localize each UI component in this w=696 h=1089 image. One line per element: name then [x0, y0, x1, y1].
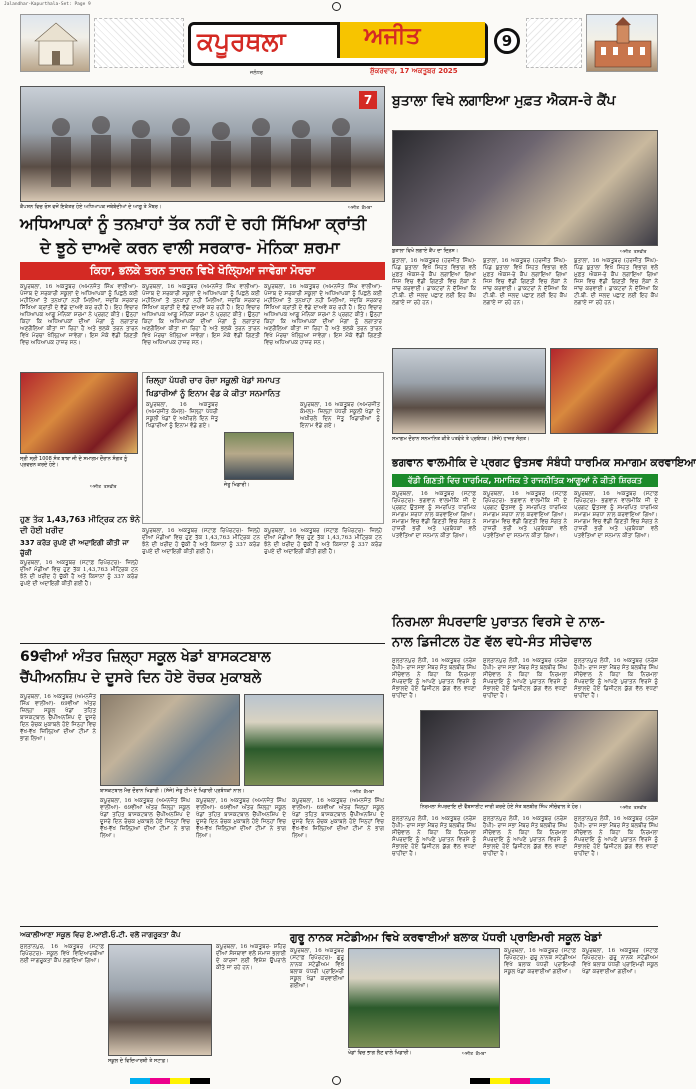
paddy-headline-1: ਹੁਣ ਤੱਕ 1,43,763 ਮੀਟ੍ਰਿਕ ਟਨ ਝੋਨੇ ਦੀ ਹੋਈ ਖ਼ਰੀਦ: [20, 515, 141, 535]
people-silhouettes: [21, 87, 386, 203]
saint-credit: ਅਜੀਤ ਤਸਵੀਰ: [90, 485, 117, 490]
valmiki-photo-right: [550, 348, 658, 434]
xray-body-col3: ਬੁਤਾਲਾ, 16 ਅਕਤੂਬਰ (ਹਰਜੀਤ ਸਿੰਘ)- ਪਿੰਡ ਬੁਤਾਲਾ ਵਿਖੇ ਸਿਹਤ ਵਿਭਾਗ ਵਲੋਂ ਮੁਫ਼ਤ ਐਕਸ-ਰੇ ਕੈਂਪ ਲਗਾਇਆ ਗਿਆ ਜਿਸ ਵਿਚ ਵੱਡੀ ਗਿਣਤੀ ਵਿਚ ਲੋਕਾਂ ਨੇ ਜਾਂਚ ਕਰਵਾਈ। ਡਾਕਟਰਾਂ ਨੇ ਦੱਸਿਆ ਕਿ ਟੀ.ਬੀ. ਦੀ ਜਲਦ ਪਛਾਣ ਲਈ ਇਹ ਕੈਂਪ ਲਗਾਏ ਜਾ ਰਹੇ ਹਨ।: [574, 258, 658, 306]
bottom-left-caption: ਸਕੂਲ ਦੇ ਵਿਦਿਆਰਥੀ ਤੇ ਸਟਾਫ਼।: [108, 1058, 169, 1064]
valmiki-body-col1: ਕਪੂਰਥਲਾ, 16 ਅਕਤੂਬਰ (ਸਟਾਫ਼ ਰਿਪੋਰਟਰ)- ਭਗਵਾਨ ਵਾਲਮੀਕਿ ਜੀ ਦੇ ਪ੍ਰਗਟ ਉਤਸਵ ਨੂੰ ਸਮਰਪਿਤ ਧਾਰਮਿਕ ਸਮਾਗਮ ਸ਼ਰਧਾ ਨਾਲ ਕਰਵਾਇਆ ਗਿਆ। ਸਮਾਗਮ ਵਿਚ ਵੱਡੀ ਗਿਣਤੀ ਵਿਚ ਸੰਗਤ ਨੇ ਹਾਜ਼ਰੀ ਭਰੀ ਅਤੇ ਪ੍ਰਬੰਧਕਾਂ ਵਲੋਂ ਪਤਵੰਤਿਆਂ ਦਾ ਸਨਮਾਨ ਕੀਤਾ ਗਿਆ।: [392, 491, 476, 539]
masthead-right-photo: [586, 14, 658, 72]
guru-nanak-body-col3: ਕਪੂਰਥਲਾ, 16 ਅਕਤੂਬਰ (ਸਟਾਫ਼ ਰਿਪੋਰਟਰ)- ਗੁਰੂ ਨਾਨਕ ਸਟੇਡੀਅਮ ਵਿਖੇ ਬਲਾਕ ਪੱਧਰੀ ਪ੍ਰਾਇਮਰੀ ਸਕੂਲ ਖੇਡਾਂ ਕਰਵਾਈਆਂ ਗਈਆਂ।: [582, 948, 658, 975]
nirmala-credit: ਅਜੀਤ ਤਸਵੀਰ: [620, 806, 647, 811]
masthead-sub: ਜਲੰਧਰ: [250, 70, 263, 76]
teachers-group-photo: [20, 86, 385, 202]
xray-photo: [392, 130, 658, 246]
basketball-body-col3: ਕਪੂਰਥਲਾ, 16 ਅਕਤੂਬਰ (ਅਮਨਜੋਤ ਸਿੰਘ ਵਾਲੀਆ)- 69ਵੀਆਂ ਅੰਤਰ ਜ਼ਿਲ੍ਹਾ ਸਕੂਲ ਖੇਡਾਂ ਤਹਿਤ ਬਾਸਕਟਬਾਲ ਚੈਂਪੀਅਨਸ਼ਿਪ ਦੇ ਦੂਸਰੇ ਦਿਨ ਰੋਚਕ ਮੁਕਾਬਲੇ ਹੋਏ ਜਿਨ੍ਹਾਂ ਵਿਚ ਵੱਖ-ਵੱਖ ਜ਼ਿਲ੍ਹਿਆਂ ਦੀਆਂ ਟੀਮਾਂ ਨੇ ਭਾਗ ਲਿਆ।: [196, 798, 286, 839]
middle-box-photo: [224, 432, 294, 480]
valmiki-subhead: ਵੱਡੀ ਗਿਣਤੀ ਵਿਚ ਧਾਰਮਿਕ, ਸਮਾਜਿਕ ਤੇ ਰਾਜਨੀਤਿਕ ਆਗੂਆਂ ਨੇ ਕੀਤੀ ਸ਼ਿਰਕਤ: [392, 474, 658, 487]
teachers-body-col2: ਕਪੂਰਥਲਾ, 16 ਅਕਤੂਬਰ (ਅਮਨਜੋਤ ਸਿੰਘ ਵਾਲੀਆ)- ਪੰਜਾਬ ਦੇ ਸਰਕਾਰੀ ਸਕੂਲਾਂ ਦੇ ਅਧਿਆਪਕਾਂ ਨੂੰ ਪਿਛਲੇ ਕਈ ਮਹੀਨਿਆਂ ਤੋਂ ਤਨਖ਼ਾਹਾਂ ਨਹੀਂ ਮਿਲੀਆਂ, ਜਦਕਿ ਸਰਕਾਰ ਸਿੱਖਿਆ ਕ੍ਰਾਂਤੀ ਦੇ ਵੱਡੇ ਦਾਅਵੇ ਕਰ ਰਹੀ ਹੈ। ਇਹ ਵਿਚਾਰ ਅਧਿਆਪਕ ਆਗੂ ਮੋਨਿਕਾ ਸ਼ਰਮਾ ਨੇ ਪ੍ਰਗਟ ਕੀਤੇ। ਉਨ੍ਹਾਂ ਕਿਹਾ ਕਿ ਅਧਿਆਪਕਾਂ ਦੀਆਂ ਮੰਗਾਂ ਨੂੰ ਲਗਾਤਾਰ ਅਣਗੌਲਿਆ ਕੀਤਾ ਜਾ ਰਿਹਾ ਹੈ ਅਤੇ ਭਲਕੇ ਤਰਨ ਤਾਰਨ ਵਿਖੇ ਮੋਰਚਾ ਖੋਲ੍ਹਿਆ ਜਾਵੇਗਾ। ਇਸ ਮੌਕੇ ਵੱਡੀ ਗਿਣਤੀ ਵਿਚ ਅਧਿਆਪਕ ਹਾਜ਼ਰ ਸਨ।: [142, 284, 260, 346]
masthead-date: ਸ਼ੁੱਕਰਵਾਰ, 17 ਅਕਤੂਬਰ 2025: [370, 67, 458, 75]
middle-box-body-col2: ਕਪੂਰਥਲਾ, 16 ਅਕਤੂਬਰ (ਅਮਰਜੀਤ ਕੋਮਲ)- ਜ਼ਿਲ੍ਹਾ ਪੱਧਰੀ ਸਕੂਲੀ ਖੇਡਾਂ ਦੇ ਅਖ਼ੀਰਲੇ ਦਿਨ ਜੇਤੂ ਖਿਡਾਰੀਆਂ ਨੂੰ ਇਨਾਮ ਵੰਡੇ ਗਏ।: [300, 402, 380, 429]
xray-body-col2: ਬੁਤਾਲਾ, 16 ਅਕਤੂਬਰ (ਹਰਜੀਤ ਸਿੰਘ)- ਪਿੰਡ ਬੁਤਾਲਾ ਵਿਖੇ ਸਿਹਤ ਵਿਭਾਗ ਵਲੋਂ ਮੁਫ਼ਤ ਐਕਸ-ਰੇ ਕੈਂਪ ਲਗਾਇਆ ਗਿਆ ਜਿਸ ਵਿਚ ਵੱਡੀ ਗਿਣਤੀ ਵਿਚ ਲੋਕਾਂ ਨੇ ਜਾਂਚ ਕਰਵਾਈ। ਡਾਕਟਰਾਂ ਨੇ ਦੱਸਿਆ ਕਿ ਟੀ.ਬੀ. ਦੀ ਜਲਦ ਪਛਾਣ ਲਈ ਇਹ ਕੈਂਪ ਲਗਾਏ ਜਾ ਰਹੇ ਹਨ।: [483, 258, 567, 306]
paddy-body: ਕਪੂਰਥਲਾ, 16 ਅਕਤੂਬਰ (ਸਟਾਫ਼ ਰਿਪੋਰਟਰ)- ਜ਼ਿਲ੍ਹੇ ਦੀਆਂ ਮੰਡੀਆਂ ਵਿਚ ਹੁਣ ਤੱਕ 1,43,763 ਮੀਟ੍ਰਿਕ ਟਨ ਝੋਨੇ ਦੀ ਖ਼ਰੀਦ ਹੋ ਚੁੱਕੀ ਹੈ ਅਤੇ ਕਿਸਾਨਾਂ ਨੂੰ 337 ਕਰੋੜ ਰੁਪਏ ਦੀ ਅਦਾਇਗੀ ਕੀਤੀ ਗਈ ਹੈ।: [20, 560, 138, 587]
registration-mark-top: [332, 2, 341, 11]
color-bar-bottom: [130, 1078, 210, 1084]
photo-badge: 7: [359, 91, 377, 109]
basketball-body-col1: ਕਪੂਰਥਲਾ, 16 ਅਕਤੂਬਰ (ਅਮਨਜੋਤ ਸਿੰਘ ਵਾਲੀਆ)- 69ਵੀਆਂ ਅੰਤਰ ਜ਼ਿਲ੍ਹਾ ਸਕੂਲ ਖੇਡਾਂ ਤਹਿਤ ਬਾਸਕਟਬਾਲ ਚੈਂਪੀਅਨਸ਼ਿਪ ਦੇ ਦੂਸਰੇ ਦਿਨ ਰੋਚਕ ਮੁਕਾਬਲੇ ਹੋਏ ਜਿਨ੍ਹਾਂ ਵਿਚ ਵੱਖ-ਵੱਖ ਜ਼ਿਲ੍ਹਿਆਂ ਦੀਆਂ ਟੀਮਾਂ ਨੇ ਭਾਗ ਲਿਆ।: [20, 694, 96, 742]
nirmala-headline-2: ਨਾਲ ਡਿਜੀਟਲ ਹੋਣ ਵੱਲ ਵਧੇ-ਸੰਤ ਸੀਚੇਵਾਲ: [392, 635, 592, 650]
divider-lower: [20, 926, 658, 927]
middle-box-headline-1: ਜ਼ਿਲ੍ਹਾ ਪੱਧਰੀ ਚਾਰ ਰੋਜ਼ਾ ਸਕੂਲੀ ਖੇਡਾਂ ਸਮਾਪਤ: [146, 376, 281, 385]
teachers-subhead: ਕਿਹਾ, ਭਲਕੇ ਤਰਨ ਤਾਰਨ ਵਿਖੇ ਖੋਲ੍ਹਿਆ ਜਾਵੇਗਾ ਮੋਰਚਾ: [20, 262, 385, 280]
xray-body-col1: ਬੁਤਾਲਾ, 16 ਅਕਤੂਬਰ (ਹਰਜੀਤ ਸਿੰਘ)- ਪਿੰਡ ਬੁਤਾਲਾ ਵਿਖੇ ਸਿਹਤ ਵਿਭਾਗ ਵਲੋਂ ਮੁਫ਼ਤ ਐਕਸ-ਰੇ ਕੈਂਪ ਲਗਾਇਆ ਗਿਆ ਜਿਸ ਵਿਚ ਵੱਡੀ ਗਿਣਤੀ ਵਿਚ ਲੋਕਾਂ ਨੇ ਜਾਂਚ ਕਰਵਾਈ। ਡਾਕਟਰਾਂ ਨੇ ਦੱਸਿਆ ਕਿ ਟੀ.ਬੀ. ਦੀ ਜਲਦ ਪਛਾਣ ਲਈ ਇਹ ਕੈਂਪ ਲਗਾਏ ਜਾ ਰਹੇ ਹਨ।: [392, 258, 476, 306]
guru-nanak-photo: [348, 948, 500, 1048]
color-bar-bottom-right: [470, 1078, 550, 1084]
valmiki-caption: ਸਮਾਗਮ ਦੌਰਾਨ ਸਨਮਾਨਿਤ ਕੀਤੇ ਪਤਵੰਤੇ ਤੇ ਪ੍ਰਬੰਧਕ। (ਸੱਜੇ) ਹਾਜ਼ਰ ਸੰਗਤ।: [392, 436, 530, 442]
paddy-headline-2: 337 ਕਰੋੜ ਰੁਪਏ ਦੀ ਅਦਾਇਗੀ ਕੀਤੀ ਜਾ ਚੁੱਕੀ: [20, 539, 129, 557]
basketball-body-col2: ਕਪੂਰਥਲਾ, 16 ਅਕਤੂਬਰ (ਅਮਨਜੋਤ ਸਿੰਘ ਵਾਲੀਆ)- 69ਵੀਆਂ ਅੰਤਰ ਜ਼ਿਲ੍ਹਾ ਸਕੂਲ ਖੇਡਾਂ ਤਹਿਤ ਬਾਸਕਟਬਾਲ ਚੈਂਪੀਅਨਸ਼ਿਪ ਦੇ ਦੂਸਰੇ ਦਿਨ ਰੋਚਕ ਮੁਕਾਬਲੇ ਹੋਏ ਜਿਨ੍ਹਾਂ ਵਿਚ ਵੱਖ-ਵੱਖ ਜ਼ਿਲ੍ਹਿਆਂ ਦੀਆਂ ਟੀਮਾਂ ਨੇ ਭਾਗ ਲਿਆ।: [100, 798, 190, 839]
basketball-photo-1: [100, 694, 240, 786]
teachers-headline-2: ਦੇ ਝੂਠੇ ਦਾਅਵੇ ਕਰਨ ਵਾਲੀ ਸਰਕਾਰ- ਮੋਨਿਕਾ ਸ਼ਰਮਾ: [40, 238, 340, 257]
teachers-body-col1: ਕਪੂਰਥਲਾ, 16 ਅਕਤੂਬਰ (ਅਮਨਜੋਤ ਸਿੰਘ ਵਾਲੀਆ)- ਪੰਜਾਬ ਦੇ ਸਰਕਾਰੀ ਸਕੂਲਾਂ ਦੇ ਅਧਿਆਪਕਾਂ ਨੂੰ ਪਿਛਲੇ ਕਈ ਮਹੀਨਿਆਂ ਤੋਂ ਤਨਖ਼ਾਹਾਂ ਨਹੀਂ ਮਿਲੀਆਂ, ਜਦਕਿ ਸਰਕਾਰ ਸਿੱਖਿਆ ਕ੍ਰਾਂਤੀ ਦੇ ਵੱਡੇ ਦਾਅਵੇ ਕਰ ਰਹੀ ਹੈ। ਇਹ ਵਿਚਾਰ ਅਧਿਆਪਕ ਆਗੂ ਮੋਨਿਕਾ ਸ਼ਰਮਾ ਨੇ ਪ੍ਰਗਟ ਕੀਤੇ। ਉਨ੍ਹਾਂ ਕਿਹਾ ਕਿ ਅਧਿਆਪਕਾਂ ਦੀਆਂ ਮੰਗਾਂ ਨੂੰ ਲਗਾਤਾਰ ਅਣਗੌਲਿਆ ਕੀਤਾ ਜਾ ਰਿਹਾ ਹੈ ਅਤੇ ਭਲਕੇ ਤਰਨ ਤਾਰਨ ਵਿਖੇ ਮੋਰਚਾ ਖੋਲ੍ਹਿਆ ਜਾਵੇਗਾ। ਇਸ ਮੌਕੇ ਵੱਡੀ ਗਿਣਤੀ ਵਿਚ ਅਧਿਆਪਕ ਹਾਜ਼ਰ ਸਨ।: [20, 284, 138, 346]
nirmala-body-col3: ਸੁਲਤਾਨਪੁਰ ਲੋਧੀ, 16 ਅਕਤੂਬਰ (ਨਰੇਸ਼ ਹੈਪੀ)- ਰਾਜ ਸਭਾ ਮੈਂਬਰ ਸੰਤ ਬਲਬੀਰ ਸਿੰਘ ਸੀਚੇਵਾਲ ਨੇ ਕਿਹਾ ਕਿ ਨਿਰਮਲਾ ਸੰਪਰਦਾਇ ਨੂੰ ਆਪਣੇ ਪੁਰਾਤਨ ਵਿਰਸੇ ਨੂੰ ਸੰਭਾਲਦੇ ਹੋਏ ਡਿਜੀਟਲ ਯੁੱਗ ਵੱਲ ਵਧਣਾ ਚਾਹੀਦਾ ਹੈ।: [574, 658, 658, 699]
teachers-headline-1: ਅਧਿਆਪਕਾਂ ਨੂੰ ਤਨਖ਼ਾਹਾਂ ਤੱਕ ਨਹੀਂ ਦੇ ਰਹੀ ਸਿੱਖਿਆ ਕ੍ਰਾਂਤੀ: [20, 214, 367, 233]
masthead-pattern-right: [526, 18, 582, 68]
bottom-left-headline: ਅਕਾਲੀਆਣਾ ਸਕੂਲ ਵਿਚ ਏ.ਆਈ.ਓ.ਟੀ. ਵਲੋਂ ਜਾਗਰੂਕਤਾ ਕੈਂਪ: [20, 931, 181, 939]
print-slug: Jalandhar-Kapurthala-Set: Page 9: [4, 2, 91, 7]
middle-box-caption: ਜੇਤੂ ਖਿਡਾਰੀ।: [224, 482, 250, 488]
paddy-body-col2: ਕਪੂਰਥਲਾ, 16 ਅਕਤੂਬਰ (ਸਟਾਫ਼ ਰਿਪੋਰਟਰ)- ਜ਼ਿਲ੍ਹੇ ਦੀਆਂ ਮੰਡੀਆਂ ਵਿਚ ਹੁਣ ਤੱਕ 1,43,763 ਮੀਟ੍ਰਿਕ ਟਨ ਝੋਨੇ ਦੀ ਖ਼ਰੀਦ ਹੋ ਚੁੱਕੀ ਹੈ ਅਤੇ ਕਿਸਾਨਾਂ ਨੂੰ 337 ਕਰੋੜ ਰੁਪਏ ਦੀ ਅਦਾਇਗੀ ਕੀਤੀ ਗਈ ਹੈ।: [142, 528, 260, 555]
page-number: 9: [501, 32, 513, 50]
nirmala-body-col6: ਸੁਲਤਾਨਪੁਰ ਲੋਧੀ, 16 ਅਕਤੂਬਰ (ਨਰੇਸ਼ ਹੈਪੀ)- ਰਾਜ ਸਭਾ ਮੈਂਬਰ ਸੰਤ ਬਲਬੀਰ ਸਿੰਘ ਸੀਚੇਵਾਲ ਨੇ ਕਿਹਾ ਕਿ ਨਿਰਮਲਾ ਸੰਪਰਦਾਇ ਨੂੰ ਆਪਣੇ ਪੁਰਾਤਨ ਵਿਰਸੇ ਨੂੰ ਸੰਭਾਲਦੇ ਹੋਏ ਡਿਜੀਟਲ ਯੁੱਗ ਵੱਲ ਵਧਣਾ ਚਾਹੀਦਾ ਹੈ।: [574, 816, 658, 857]
temple-icon: [21, 15, 91, 73]
masthead: [20, 12, 658, 74]
guru-nanak-credit: ਅਜੀਤ ਕੈਮਰਾ: [462, 1052, 486, 1057]
bottom-left-photo: [108, 944, 212, 1056]
valmiki-body-col2: ਕਪੂਰਥਲਾ, 16 ਅਕਤੂਬਰ (ਸਟਾਫ਼ ਰਿਪੋਰਟਰ)- ਭਗਵਾਨ ਵਾਲਮੀਕਿ ਜੀ ਦੇ ਪ੍ਰਗਟ ਉਤਸਵ ਨੂੰ ਸਮਰਪਿਤ ਧਾਰਮਿਕ ਸਮਾਗਮ ਸ਼ਰਧਾ ਨਾਲ ਕਰਵਾਇਆ ਗਿਆ। ਸਮਾਗਮ ਵਿਚ ਵੱਡੀ ਗਿਣਤੀ ਵਿਚ ਸੰਗਤ ਨੇ ਹਾਜ਼ਰੀ ਭਰੀ ਅਤੇ ਪ੍ਰਬੰਧਕਾਂ ਵਲੋਂ ਪਤਵੰਤਿਆਂ ਦਾ ਸਨਮਾਨ ਕੀਤਾ ਗਿਆ।: [483, 491, 567, 539]
nirmala-body-col4: ਸੁਲਤਾਨਪੁਰ ਲੋਧੀ, 16 ਅਕਤੂਬਰ (ਨਰੇਸ਼ ਹੈਪੀ)- ਰਾਜ ਸਭਾ ਮੈਂਬਰ ਸੰਤ ਬਲਬੀਰ ਸਿੰਘ ਸੀਚੇਵਾਲ ਨੇ ਕਿਹਾ ਕਿ ਨਿਰਮਲਾ ਸੰਪਰਦਾਇ ਨੂੰ ਆਪਣੇ ਪੁਰਾਤਨ ਵਿਰਸੇ ਨੂੰ ਸੰਭਾਲਦੇ ਹੋਏ ਡਿਜੀਟਲ ਯੁੱਗ ਵੱਲ ਵਧਣਾ ਚਾਹੀਦਾ ਹੈ।: [392, 816, 476, 857]
masthead-brand: ਅਜੀਤ: [364, 23, 421, 49]
registration-mark-bottom: [332, 1076, 341, 1085]
nirmala-caption: ਨਿਰਮਲਾ ਸੰਪਰਦਾਇ ਦੀ ਵੈੱਬਸਾਈਟ ਜਾਰੀ ਕਰਦੇ ਹੋਏ ਸੰਤ ਬਲਬੀਰ ਸਿੰਘ ਸੀਚੇਵਾਲ ਤੇ ਹੋਰ।: [420, 804, 582, 810]
basketball-caption: ਬਾਸਕਟਬਾਲ ਮੈਚ ਦੌਰਾਨ ਖਿਡਾਰੀ। (ਸੱਜੇ) ਜੇਤੂ ਟੀਮ ਦੇ ਖਿਡਾਰੀ ਪ੍ਰਬੰਧਕਾਂ ਨਾਲ।: [100, 788, 245, 794]
guru-nanak-caption: ਖੇਡਾਂ ਵਿਚ ਭਾਗ ਲੈਣ ਵਾਲੇ ਖਿਡਾਰੀ।: [348, 1050, 412, 1056]
saint-photo: [20, 372, 138, 454]
basketball-headline-1: 69ਵੀਆਂ ਅੰਤਰ ਜ਼ਿਲ੍ਹਾ ਸਕੂਲ ਖੇਡਾਂ ਬਾਸਕਟਬਾਲ: [20, 649, 271, 665]
teachers-photo-caption: ਕੈਪਸ਼ਨ ਵਿਚ ਰੋਸ ਵਜੋਂ ਇਕੱਤਰ ਹੋਏ ਅਧਿਆਪਕ ਜਥੇਬੰਦੀਆਂ ਦੇ ਆਗੂ ਤੇ ਮੈਂਬਰ।: [20, 204, 162, 210]
teachers-photo-credit: ਅਜੀਤ ਕੈਮਰਾ: [348, 206, 372, 211]
middle-box-headline-2: ਖਿਡਾਰੀਆਂ ਨੂੰ ਇਨਾਮ ਵੰਡ ਕੇ ਕੀਤਾ ਸਨਮਾਨਿਤ: [146, 389, 281, 398]
guru-nanak-body-col1: ਕਪੂਰਥਲਾ, 16 ਅਕਤੂਬਰ (ਸਟਾਫ਼ ਰਿਪੋਰਟਰ)- ਗੁਰੂ ਨਾਨਕ ਸਟੇਡੀਅਮ ਵਿਖੇ ਬਲਾਕ ਪੱਧਰੀ ਪ੍ਰਾਇਮਰੀ ਸਕੂਲ ਖੇਡਾਂ ਕਰਵਾਈਆਂ ਗਈਆਂ।: [290, 948, 344, 989]
masthead-city: ਕਪੂਰਥਲਾ: [197, 27, 286, 56]
basketball-photo-2: [244, 694, 384, 786]
nirmala-body-col1: ਸੁਲਤਾਨਪੁਰ ਲੋਧੀ, 16 ਅਕਤੂਬਰ (ਨਰੇਸ਼ ਹੈਪੀ)- ਰਾਜ ਸਭਾ ਮੈਂਬਰ ਸੰਤ ਬਲਬੀਰ ਸਿੰਘ ਸੀਚੇਵਾਲ ਨੇ ਕਿਹਾ ਕਿ ਨਿਰਮਲਾ ਸੰਪਰਦਾਇ ਨੂੰ ਆਪਣੇ ਪੁਰਾਤਨ ਵਿਰਸੇ ਨੂੰ ਸੰਭਾਲਦੇ ਹੋਏ ਡਿਜੀਟਲ ਯੁੱਗ ਵੱਲ ਵਧਣਾ ਚਾਹੀਦਾ ਹੈ।: [392, 658, 476, 699]
divider-mid-left: [20, 643, 385, 644]
nirmala-body-col2: ਸੁਲਤਾਨਪੁਰ ਲੋਧੀ, 16 ਅਕਤੂਬਰ (ਨਰੇਸ਼ ਹੈਪੀ)- ਰਾਜ ਸਭਾ ਮੈਂਬਰ ਸੰਤ ਬਲਬੀਰ ਸਿੰਘ ਸੀਚੇਵਾਲ ਨੇ ਕਿਹਾ ਕਿ ਨਿਰਮਲਾ ਸੰਪਰਦਾਇ ਨੂੰ ਆਪਣੇ ਪੁਰਾਤਨ ਵਿਰਸੇ ਨੂੰ ਸੰਭਾਲਦੇ ਹੋਏ ਡਿਜੀਟਲ ਯੁੱਗ ਵੱਲ ਵਧਣਾ ਚਾਹੀਦਾ ਹੈ।: [483, 658, 567, 699]
valmiki-headline: ਭਗਵਾਨ ਵਾਲਮੀਕਿ ਦੇ ਪ੍ਰਗਟ ਉਤਸਵ ਸੰਬੰਧੀ ਧਾਰਮਿਕ ਸਮਾਗਮ ਕਰਵਾਇਆ: [392, 456, 696, 469]
masthead-left-photo: [20, 14, 90, 72]
basketball-credit: ਅਜੀਤ ਕੈਮਰਾ: [350, 790, 374, 795]
xray-caption: ਬੁਤਾਲਾ ਵਿਖੇ ਲਗਾਏ ਕੈਂਪ ਦਾ ਦ੍ਰਿਸ਼।: [392, 248, 459, 254]
basketball-headline-2: ਚੈਂਪੀਅਨਸ਼ਿਪ ਦੇ ਦੂਸਰੇ ਦਿਨ ਹੋਏ ਰੋਚਕ ਮੁਕਾਬਲੇ: [20, 670, 262, 686]
teachers-body-col3: ਕਪੂਰਥਲਾ, 16 ਅਕਤੂਬਰ (ਅਮਨਜੋਤ ਸਿੰਘ ਵਾਲੀਆ)- ਪੰਜਾਬ ਦੇ ਸਰਕਾਰੀ ਸਕੂਲਾਂ ਦੇ ਅਧਿਆਪਕਾਂ ਨੂੰ ਪਿਛਲੇ ਕਈ ਮਹੀਨਿਆਂ ਤੋਂ ਤਨਖ਼ਾਹਾਂ ਨਹੀਂ ਮਿਲੀਆਂ, ਜਦਕਿ ਸਰਕਾਰ ਸਿੱਖਿਆ ਕ੍ਰਾਂਤੀ ਦੇ ਵੱਡੇ ਦਾਅਵੇ ਕਰ ਰਹੀ ਹੈ। ਇਹ ਵਿਚਾਰ ਅਧਿਆਪਕ ਆਗੂ ਮੋਨਿਕਾ ਸ਼ਰਮਾ ਨੇ ਪ੍ਰਗਟ ਕੀਤੇ। ਉਨ੍ਹਾਂ ਕਿਹਾ ਕਿ ਅਧਿਆਪਕਾਂ ਦੀਆਂ ਮੰਗਾਂ ਨੂੰ ਲਗਾਤਾਰ ਅਣਗੌਲਿਆ ਕੀਤਾ ਜਾ ਰਿਹਾ ਹੈ ਅਤੇ ਭਲਕੇ ਤਰਨ ਤਾਰਨ ਵਿਖੇ ਮੋਰਚਾ ਖੋਲ੍ਹਿਆ ਜਾਵੇਗਾ। ਇਸ ਮੌਕੇ ਵੱਡੀ ਗਿਣਤੀ ਵਿਚ ਅਧਿਆਪਕ ਹਾਜ਼ਰ ਸਨ।: [264, 284, 382, 346]
basketball-body-col4: ਕਪੂਰਥਲਾ, 16 ਅਕਤੂਬਰ (ਅਮਨਜੋਤ ਸਿੰਘ ਵਾਲੀਆ)- 69ਵੀਆਂ ਅੰਤਰ ਜ਼ਿਲ੍ਹਾ ਸਕੂਲ ਖੇਡਾਂ ਤਹਿਤ ਬਾਸਕਟਬਾਲ ਚੈਂਪੀਅਨਸ਼ਿਪ ਦੇ ਦੂਸਰੇ ਦਿਨ ਰੋਚਕ ਮੁਕਾਬਲੇ ਹੋਏ ਜਿਨ੍ਹਾਂ ਵਿਚ ਵੱਖ-ਵੱਖ ਜ਼ਿਲ੍ਹਿਆਂ ਦੀਆਂ ਟੀਮਾਂ ਨੇ ਭਾਗ ਲਿਆ।: [292, 798, 384, 839]
building-icon: [587, 15, 659, 73]
middle-box-body-col1: ਕਪੂਰਥਲਾ, 16 ਅਕਤੂਬਰ (ਅਮਰਜੀਤ ਕੋਮਲ)- ਜ਼ਿਲ੍ਹਾ ਪੱਧਰੀ ਸਕੂਲੀ ਖੇਡਾਂ ਦੇ ਅਖ਼ੀਰਲੇ ਦਿਨ ਜੇਤੂ ਖਿਡਾਰੀਆਂ ਨੂੰ ਇਨਾਮ ਵੰਡੇ ਗਏ।: [146, 402, 218, 429]
saint-caption: ਸ੍ਰੀ ਸ੍ਰੀ 1008 ਸੰਤ ਬਾਬਾ ਜੀ ਦੇ ਸਮਾਗਮ ਦੌਰਾਨ ਸੰਗਤ ਨੂੰ ਪ੍ਰਵਚਨ ਕਰਦੇ ਹੋਏ।: [20, 456, 128, 468]
masthead-brand-box: [337, 22, 485, 58]
masthead-banner: [188, 22, 488, 66]
nirmala-photo: [420, 710, 658, 802]
valmiki-body-col3: ਕਪੂਰਥਲਾ, 16 ਅਕਤੂਬਰ (ਸਟਾਫ਼ ਰਿਪੋਰਟਰ)- ਭਗਵਾਨ ਵਾਲਮੀਕਿ ਜੀ ਦੇ ਪ੍ਰਗਟ ਉਤਸਵ ਨੂੰ ਸਮਰਪਿਤ ਧਾਰਮਿਕ ਸਮਾਗਮ ਸ਼ਰਧਾ ਨਾਲ ਕਰਵਾਇਆ ਗਿਆ। ਸਮਾਗਮ ਵਿਚ ਵੱਡੀ ਗਿਣਤੀ ਵਿਚ ਸੰਗਤ ਨੇ ਹਾਜ਼ਰੀ ਭਰੀ ਅਤੇ ਪ੍ਰਬੰਧਕਾਂ ਵਲੋਂ ਪਤਵੰਤਿਆਂ ਦਾ ਸਨਮਾਨ ਕੀਤਾ ਗਿਆ।: [574, 491, 658, 539]
bottom-left-body: ਸੁਲਤਾਨਪੁਰ, 16 ਅਕਤੂਬਰ (ਸਟਾਫ਼ ਰਿਪੋਰਟਰ)- ਸਕੂਲ ਵਿਖੇ ਵਿਦਿਆਰਥੀਆਂ ਲਈ ਜਾਗਰੂਕਤਾ ਕੈਂਪ ਲਗਾਇਆ ਗਿਆ।: [20, 944, 104, 964]
nirmala-body-col5: ਸੁਲਤਾਨਪੁਰ ਲੋਧੀ, 16 ਅਕਤੂਬਰ (ਨਰੇਸ਼ ਹੈਪੀ)- ਰਾਜ ਸਭਾ ਮੈਂਬਰ ਸੰਤ ਬਲਬੀਰ ਸਿੰਘ ਸੀਚੇਵਾਲ ਨੇ ਕਿਹਾ ਕਿ ਨਿਰਮਲਾ ਸੰਪਰਦਾਇ ਨੂੰ ਆਪਣੇ ਪੁਰਾਤਨ ਵਿਰਸੇ ਨੂੰ ਸੰਭਾਲਦੇ ਹੋਏ ਡਿਜੀਟਲ ਯੁੱਗ ਵੱਲ ਵਧਣਾ ਚਾਹੀਦਾ ਹੈ।: [483, 816, 567, 857]
valmiki-photo-left: [392, 348, 546, 434]
guru-nanak-body-col2: ਕਪੂਰਥਲਾ, 16 ਅਕਤੂਬਰ (ਸਟਾਫ਼ ਰਿਪੋਰਟਰ)- ਗੁਰੂ ਨਾਨਕ ਸਟੇਡੀਅਮ ਵਿਖੇ ਬਲਾਕ ਪੱਧਰੀ ਪ੍ਰਾਇਮਰੀ ਸਕੂਲ ਖੇਡਾਂ ਕਰਵਾਈਆਂ ਗਈਆਂ।: [504, 948, 576, 975]
masthead-pattern-left: [94, 18, 184, 68]
nirmala-headline-1: ਨਿਰਮਲਾ ਸੰਪਰਦਾਇ ਪੁਰਾਤਨ ਵਿਰਸੇ ਦੇ ਨਾਲ-: [392, 615, 606, 630]
guru-nanak-headline: ਗੁਰੂ ਨਾਨਕ ਸਟੇਡੀਅਮ ਵਿਖੇ ਕਰਵਾਈਆਂ ਬਲਾਕ ਪੱਧਰੀ ਪ੍ਰਾਇਮਰੀ ਸਕੂਲ ਖੇਡਾਂ: [290, 931, 602, 944]
page-number-badge: [494, 28, 520, 54]
xray-credit: ਅਜੀਤ ਤਸਵੀਰ: [620, 250, 647, 255]
xray-headline: ਬੁਤਾਲਾ ਵਿਖੇ ਲਗਾਇਆ ਮੁਫ਼ਤ ਐਕਸ-ਰੇ ਕੈਂਪ: [392, 93, 616, 109]
bottom-middle-body: ਕਪੂਰਥਲਾ, 16 ਅਕਤੂਬਰ- ਸ਼ਹਿਰ ਦੀਆਂ ਸੰਸਥਾਵਾਂ ਵਲੋਂ ਸਮਾਜ ਭਲਾਈ ਦੇ ਕਾਰਜਾਂ ਲਈ ਵਿਸ਼ੇਸ਼ ਉਪਰਾਲੇ ਕੀਤੇ ਜਾ ਰਹੇ ਹਨ।: [216, 944, 286, 971]
paddy-body-col3: ਕਪੂਰਥਲਾ, 16 ਅਕਤੂਬਰ (ਸਟਾਫ਼ ਰਿਪੋਰਟਰ)- ਜ਼ਿਲ੍ਹੇ ਦੀਆਂ ਮੰਡੀਆਂ ਵਿਚ ਹੁਣ ਤੱਕ 1,43,763 ਮੀਟ੍ਰਿਕ ਟਨ ਝੋਨੇ ਦੀ ਖ਼ਰੀਦ ਹੋ ਚੁੱਕੀ ਹੈ ਅਤੇ ਕਿਸਾਨਾਂ ਨੂੰ 337 ਕਰੋੜ ਰੁਪਏ ਦੀ ਅਦਾਇਗੀ ਕੀਤੀ ਗਈ ਹੈ।: [264, 528, 382, 555]
